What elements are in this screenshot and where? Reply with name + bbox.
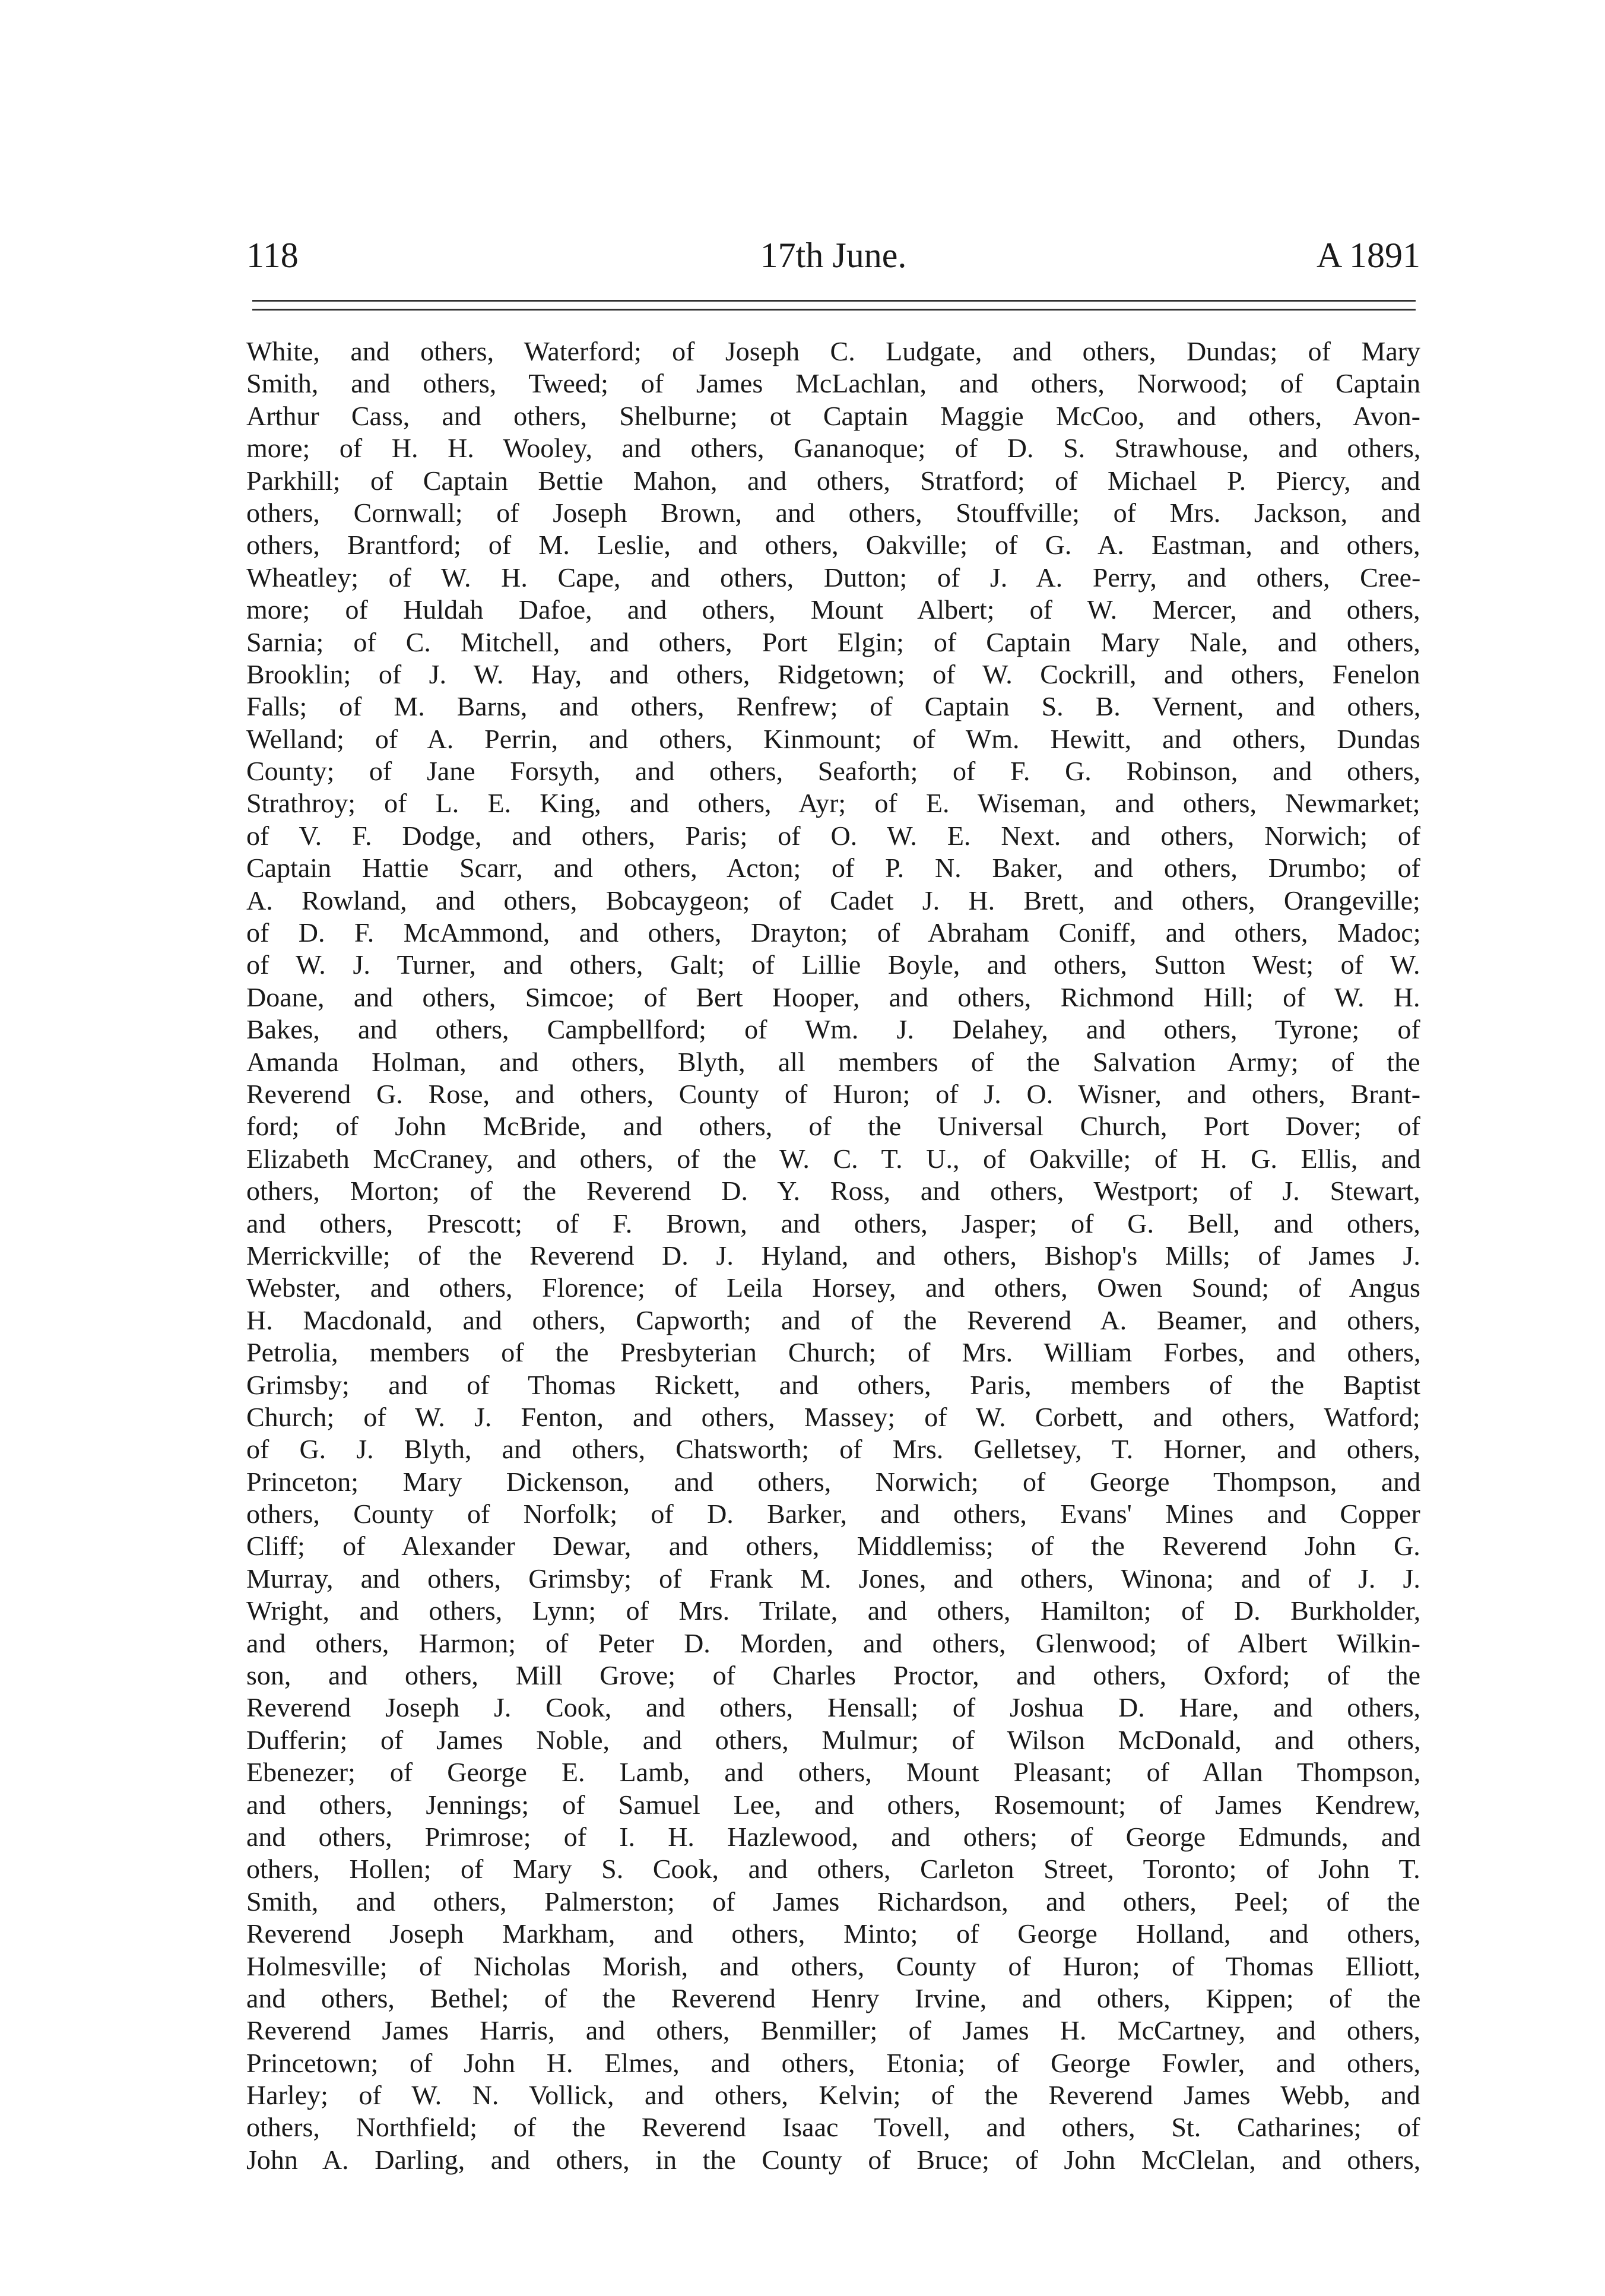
text-line: of G. J. Blyth, and others, Chatsworth; of Mrs. Gelletsey, T. Horner, and others,: [246, 1434, 1420, 1465]
text-line: White, and others, Waterford; of Joseph C. Ludgate, and others, Dundas; of Mary: [246, 336, 1420, 366]
text-line: Harley; of W. N. Vollick, and others, Kelvin; of the Reverend James Webb, and: [246, 2080, 1420, 2111]
text-line: and others, Bethel; of the Reverend Henry Irvine, and others, Kippen; of the: [246, 1983, 1420, 2013]
text-line: Welland; of A. Perrin, and others, Kinmount; of Wm. Hewitt, and others, Dundas: [246, 723, 1420, 754]
text-line: Ebenezer; of George E. Lamb, and others, Mount Pleasant; of Allan Thompson,: [246, 1757, 1420, 1788]
text-line: others, Hollen; of Mary S. Cook, and others, Carleton Street, Toronto; of John T.: [246, 1854, 1420, 1885]
text-line: Parkhill; of Captain Bettie Mahon, and others, Stratford; of Michael P. Piercy, and: [246, 465, 1420, 496]
text-line: others, Northfield; of the Reverend Isaac Tovell, and others, St. Catharines; of: [246, 2112, 1420, 2143]
text-line: others, Brantford; of M. Leslie, and others, Oakville; of G. A. Eastman, and others,: [246, 530, 1420, 560]
text-line: H. Macdonald, and others, Capworth; and of the Reverend A. Beamer, and others,: [246, 1304, 1420, 1335]
text-line: and others, Prescott; of F. Brown, and others, Jasper; of G. Bell, and others,: [246, 1208, 1420, 1239]
header-rule-top: [252, 300, 1416, 302]
text-line: Dufferin; of James Noble, and others, Mulmur; of Wilson McDonald, and others,: [246, 1724, 1420, 1755]
body-text: [246, 335, 1420, 2176]
text-line: and others, Harmon; of Peter D. Morden, and others, Glenwood; of Albert Wilkin-: [246, 1627, 1420, 1658]
text-line: Princeton; Mary Dickenson, and others, Norwich; of George Thompson, and: [246, 1466, 1420, 1497]
page-header: [246, 229, 1420, 282]
text-line: more; of H. H. Wooley, and others, Gananoque; of D. S. Strawhouse, and others,: [246, 433, 1420, 464]
text-line: Smith, and others, Tweed; of James McLachlan, and others, Norwood; of Captain: [246, 368, 1420, 399]
text-line: Elizabeth McCraney, and others, of the W. C. T. U., of Oakville; of H. G. Ellis, and: [246, 1143, 1420, 1174]
text-line: and others, Primrose; of I. H. Hazlewood, and others; of George Edmunds, and: [246, 1821, 1420, 1852]
text-line: Princetown; of John H. Elmes, and others, Etonia; of George Fowler, and others,: [246, 2047, 1420, 2078]
text-line: Merrickville; of the Reverend D. J. Hyland, and others, Bishop's Mills; of James J.: [246, 1240, 1420, 1271]
header-date: 17th June.: [760, 236, 907, 275]
text-line: Reverend G. Rose, and others, County of Huron; of J. O. Wisner, and others, Brant-: [246, 1078, 1420, 1109]
text-line: Wright, and others, Lynn; of Mrs. Trilate, and others, Hamilton; of D. Burkholder,: [246, 1595, 1420, 1626]
text-line: others, Morton; of the Reverend D. Y. Ross, and others, Westport; of J. Stewart,: [246, 1176, 1420, 1206]
text-line: Church; of W. J. Fenton, and others, Massey; of W. Corbett, and others, Watford;: [246, 1401, 1420, 1432]
header-rule-bottom: [252, 309, 1416, 311]
text-line: more; of Huldah Dafoe, and others, Mount Albert; of W. Mercer, and others,: [246, 594, 1420, 625]
text-line: John A. Darling, and others, in the County of Bruce; of John McClelan, and others,: [246, 2144, 1420, 2175]
text-line: Sarnia; of C. Mitchell, and others, Port Elgin; of Captain Mary Nale, and others,: [246, 626, 1420, 657]
text-line: A. Rowland, and others, Bobcaygeon; of Cadet J. H. Brett, and others, Orangeville;: [246, 885, 1420, 916]
text-line: Bakes, and others, Campbellford; of Wm. J. Delahey, and others, Tyrone; of: [246, 1014, 1420, 1045]
text-line: Smith, and others, Palmerston; of James Richardson, and others, Peel; of the: [246, 1886, 1420, 1917]
text-line: Falls; of M. Barns, and others, Renfrew; of Captain S. B. Vernent, and others,: [246, 691, 1420, 722]
page-number: 118: [246, 236, 299, 275]
text-line: ford; of John McBride, and others, of the Universal Church, Port Dover; of: [246, 1111, 1420, 1142]
text-line: Cliff; of Alexander Dewar, and others, Middlemiss; of the Reverend John G.: [246, 1531, 1420, 1562]
text-line: Petrolia, members of the Presbyterian Church; of Mrs. William Forbes, and others,: [246, 1337, 1420, 1368]
text-line: County; of Jane Forsyth, and others, Seaforth; of F. G. Robinson, and others,: [246, 756, 1420, 787]
text-line: and others, Jennings; of Samuel Lee, and others, Rosemount; of James Kendrew,: [246, 1789, 1420, 1820]
text-line: of V. F. Dodge, and others, Paris; of O. W. E. Next. and others, Norwich; of: [246, 820, 1420, 851]
text-line: Reverend Joseph J. Cook, and others, Hensall; of Joshua D. Hare, and others,: [246, 1692, 1420, 1723]
text-line: Wheatley; of W. H. Cape, and others, Dutton; of J. A. Perry, and others, Cree-: [246, 562, 1420, 593]
text-line: of D. F. McAmmond, and others, Drayton; of Abraham Coniff, and others, Madoc;: [246, 917, 1420, 948]
text-line: Doane, and others, Simcoe; of Bert Hooper, and others, Richmond Hill; of W. H.: [246, 981, 1420, 1012]
text-line: others, Cornwall; of Joseph Brown, and others, Stouffville; of Mrs. Jackson, and: [246, 497, 1420, 528]
text-line: others, County of Norfolk; of D. Barker, and others, Evans' Mines and Copper: [246, 1499, 1420, 1529]
text-line: Holmesville; of Nicholas Morish, and others, County of Huron; of Thomas Elliott,: [246, 1950, 1420, 1981]
text-line: Brooklin; of J. W. Hay, and others, Ridgetown; of W. Cockrill, and others, Fenelon: [246, 658, 1420, 689]
text-line: Grimsby; and of Thomas Rickett, and others, Paris, members of the Baptist: [246, 1369, 1420, 1400]
text-line: Arthur Cass, and others, Shelburne; ot Captain Maggie McCoo, and others, Avon-: [246, 400, 1420, 431]
text-line: Reverend James Harris, and others, Benmiller; of James H. McCartney, and others,: [246, 2015, 1420, 2046]
text-line: Strathroy; of L. E. King, and others, Ayr; of E. Wiseman, and others, Newmarket;: [246, 788, 1420, 819]
text-line: Amanda Holman, and others, Blyth, all members of the Salvation Army; of the: [246, 1046, 1420, 1077]
text-line: Webster, and others, Florence; of Leila Horsey, and others, Owen Sound; of Angus: [246, 1272, 1420, 1303]
text-line: Murray, and others, Grimsby; of Frank M. Jones, and others, Winona; and of J. J.: [246, 1563, 1420, 1594]
header-year: A 1891: [1316, 236, 1420, 275]
text-line: of W. J. Turner, and others, Galt; of Lillie Boyle, and others, Sutton West; of W.: [246, 949, 1420, 980]
text-line: Reverend Joseph Markham, and others, Minto; of George Holland, and others,: [246, 1918, 1420, 1949]
text-line: son, and others, Mill Grove; of Charles Proctor, and others, Oxford; of the: [246, 1660, 1420, 1691]
text-line: Captain Hattie Scarr, and others, Acton; of P. N. Baker, and others, Drumbo; of: [246, 853, 1420, 883]
